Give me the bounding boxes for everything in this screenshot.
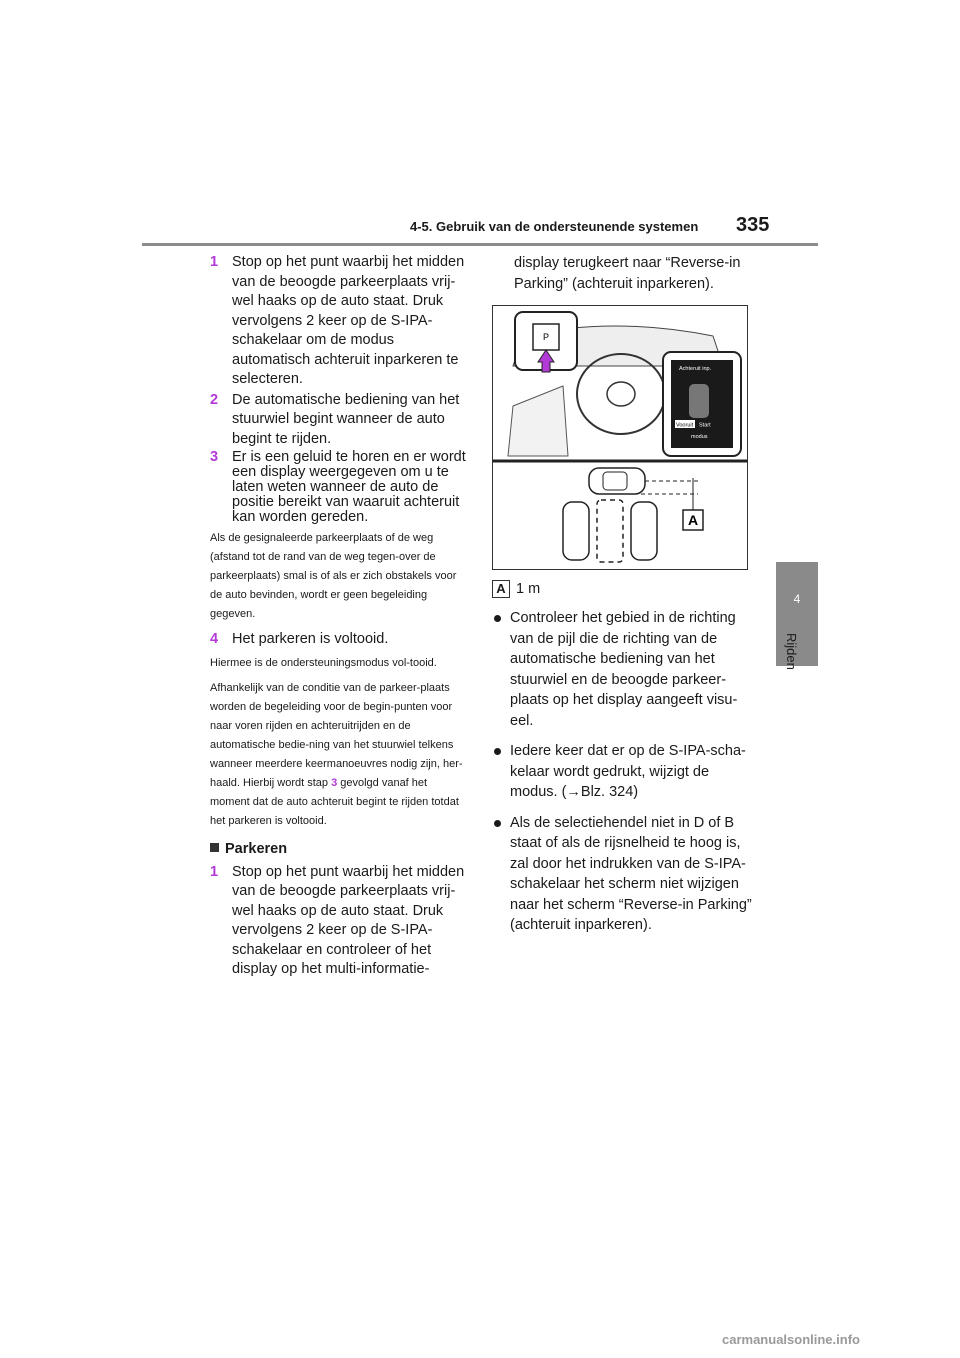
note-repeat bbox=[210, 679, 466, 831]
legend-key: A bbox=[492, 580, 510, 598]
screen-tag: Vooruit bbox=[676, 422, 694, 429]
bullet-item bbox=[492, 741, 754, 803]
switch-symbol: P bbox=[543, 332, 550, 342]
bullet-dot-icon bbox=[494, 615, 501, 622]
step-2 bbox=[210, 391, 466, 450]
step-text: Het parkeren is voltooid. bbox=[232, 631, 389, 647]
chapter-number: 4 bbox=[793, 592, 801, 606]
right-column bbox=[492, 253, 754, 946]
step-reference: 3 bbox=[331, 776, 338, 789]
step-number: 3 bbox=[210, 449, 219, 465]
left-column bbox=[210, 253, 466, 981]
step-number: 1 bbox=[210, 863, 219, 880]
legend-value: 1 m bbox=[516, 581, 541, 597]
step-1 bbox=[210, 253, 466, 390]
bullet-text: Iedere keer dat er op de S-IPA-scha-kelaar wordt gedrukt, wijzigt de modus. (→Blz. 324) bbox=[510, 743, 746, 800]
subheading-parkeren bbox=[210, 841, 466, 857]
square-bullet-icon bbox=[210, 843, 219, 852]
illustration-svg bbox=[493, 306, 747, 569]
step-number: 2 bbox=[210, 391, 219, 408]
bullet-text: Controleer het gebied in de richting van de pijl die de richting van de automatische bediening van het stuurwiel en de beoogde parkeer-plaats op het display aangeeft visu-eel. bbox=[510, 610, 738, 729]
note-mode-complete: Hiermee is de ondersteuningsmodus vol-tooid. bbox=[210, 656, 437, 669]
bullet-dot-icon bbox=[494, 748, 501, 755]
subheading-text: Parkeren bbox=[225, 840, 288, 857]
target-space bbox=[597, 500, 623, 562]
parked-car-right-icon bbox=[631, 502, 657, 560]
screen-car-icon bbox=[689, 384, 709, 418]
step-4 bbox=[210, 630, 466, 650]
bullet-dot-icon bbox=[494, 820, 501, 827]
step-number: 1 bbox=[210, 254, 219, 270]
step-number: 4 bbox=[210, 631, 219, 647]
step-3 bbox=[210, 450, 466, 525]
legend bbox=[492, 580, 754, 598]
callout-a-label: A bbox=[688, 512, 699, 528]
continued-text: display terugkeert naar “Reverse-in Parking” (achteruit inparkeren). bbox=[514, 255, 741, 292]
header-rule bbox=[142, 243, 818, 246]
note-text: Afhankelijk van de conditie van de parkeer-plaats worden de begeleiding voor de begin-punten voor naar voren rijden en achteruitrijden en de automatische bedie-ning van het stuurwiel telkens wanneer meerdere keermanoeuvres nodig zijn, her-haald. Hierbij wordt stap bbox=[210, 681, 463, 789]
step-text: Stop op het punt waarbij het midden van de beoogde parkeerplaats vrij-wel haaks op de auto staat. Druk vervolgens 2 keer op de S-IPA-schakelaar om de modus automatisch achteruit inparkeren te selecteren. bbox=[232, 254, 465, 387]
parked-car-left-icon bbox=[563, 502, 589, 560]
watermark: carmanualsonline.info bbox=[722, 1332, 860, 1347]
step-text: Er is een geluid te horen en er wordt een display weergegeven om u te laten weten wanneer de auto de positie bereikt van waaruit achteruit kan worden gereden. bbox=[232, 449, 466, 525]
bullet-item bbox=[492, 608, 754, 731]
bullet-item bbox=[492, 813, 754, 936]
note-text: gevolgd vanaf het moment dat de auto achteruit begint te rijden totdat het parkeren is voltooid. bbox=[210, 776, 459, 827]
parking-illustration bbox=[492, 305, 748, 570]
section-title: 4-5. Gebruik van de ondersteunende systemen bbox=[410, 219, 699, 234]
step-text: Stop op het punt waarbij het midden van de beoogde parkeerplaats vrij-wel haaks op de auto staat. Druk vervolgens 2 keer op de S-IPA-schakelaar en controleer of het display op het multi-informatie- bbox=[232, 863, 465, 977]
screen-start: Start bbox=[699, 422, 711, 429]
page-number: 335 bbox=[736, 214, 770, 236]
screen-title: Achteruit inp. bbox=[679, 366, 712, 372]
step-1-parking bbox=[210, 863, 466, 980]
note-narrow-space: Als de gesignaleerde parkeerplaats of de weg (afstand tot de rand van de weg tegen-over de parkeerplaats) smal is of als er zich obstakels voor de auto bevinden, wordt er geen begeleiding gegeven. bbox=[210, 532, 457, 620]
step-text: De automatische bediening van het stuurwiel begint wanneer de auto begint te rijden. bbox=[232, 391, 460, 447]
screen-mode: modus bbox=[691, 434, 708, 440]
chapter-label: Rijden bbox=[784, 633, 799, 670]
bullet-text: Als de selectiehendel niet in D of B staat of als de rijsnelheid te hoog is, zal door het indrukken van de S-IPA-schakelaar het scherm niet wijzigen naar het scherm “Reverse-in Parking” (achteruit inparkeren). bbox=[510, 814, 752, 933]
